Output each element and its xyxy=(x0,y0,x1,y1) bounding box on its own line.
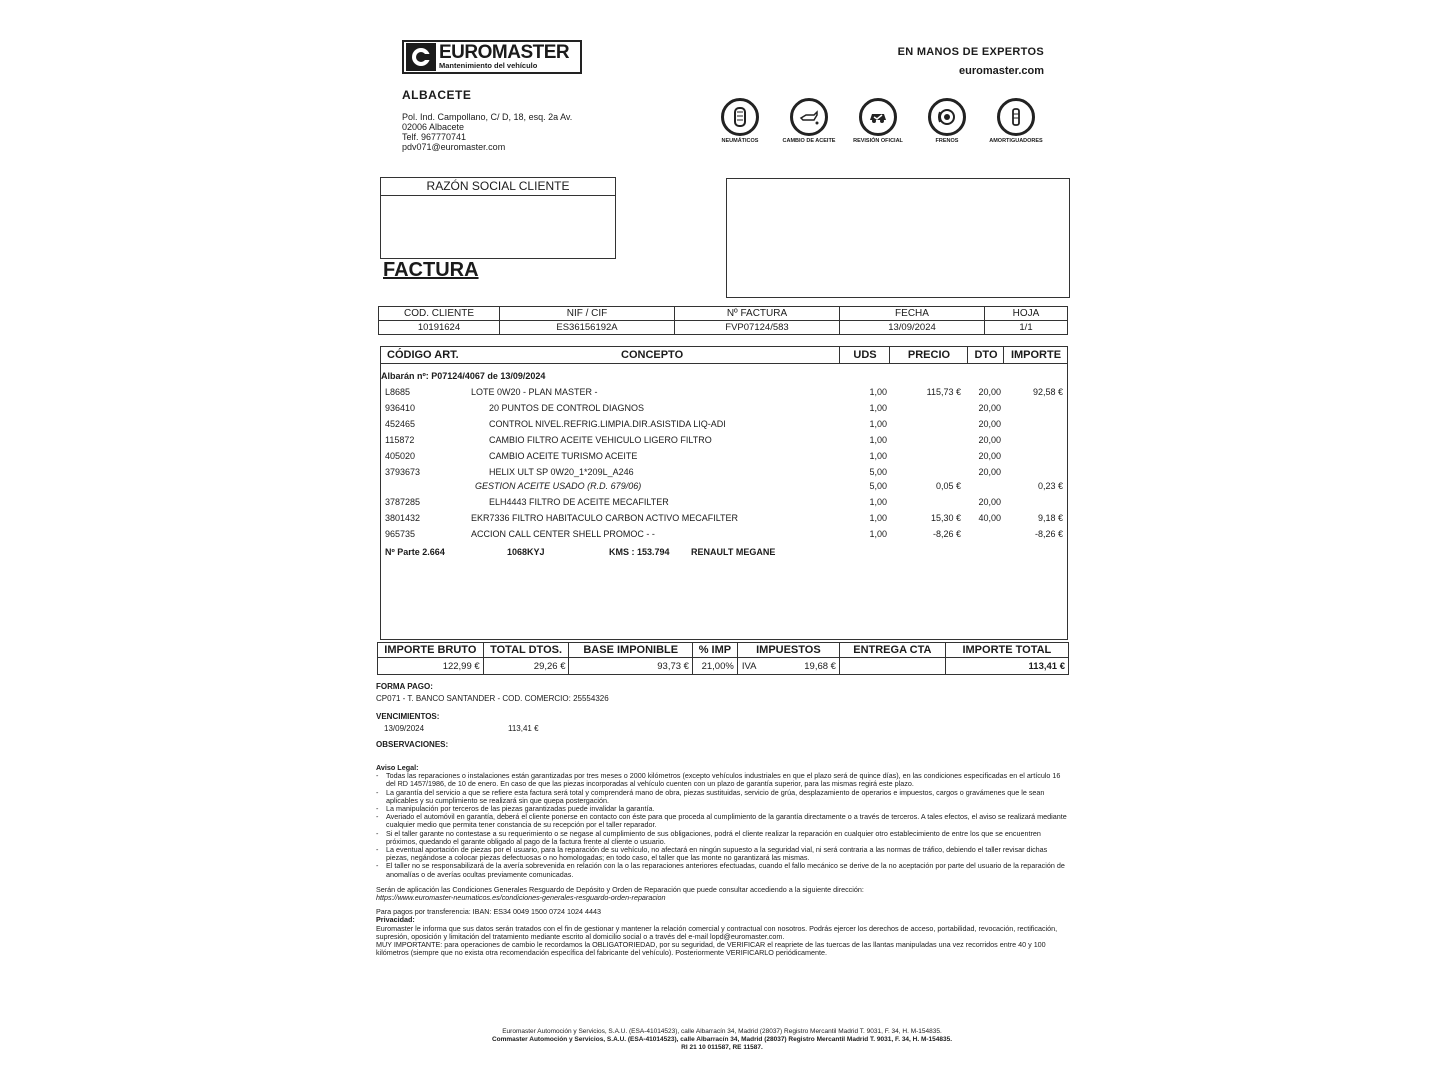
header-amount: IMPORTE xyxy=(1003,347,1068,363)
item-concept: 20 PUNTOS DE CONTROL DIAGNOS xyxy=(489,403,645,413)
item-code: 115872 xyxy=(385,435,415,445)
service-shock-absorbers xyxy=(984,98,1048,145)
meta-header: NIF / CIF xyxy=(500,307,675,321)
privacy-text: Euromaster le informa que sus datos serán tratados con el fin de gestionar y mantener la relación comercial y contractual con nosotros. Podrás ejercer los derechos de acceso, portabilidad, revocación, rectificación, supresión, oposición y limitación del tratamiento mediante escrito al domicilio social o a través del e-mail lopd@euromaster.com. xyxy=(376,923,1058,941)
item-amount: 0,23 € xyxy=(1037,481,1063,491)
item-amount: -8,26 € xyxy=(1034,529,1063,539)
invoice-page xyxy=(372,30,1072,1070)
tax-id: ES36156192A xyxy=(500,321,675,335)
item-dto: 20,00 xyxy=(978,419,1001,429)
tire-icon xyxy=(729,106,751,128)
item-amount: 9,18 € xyxy=(1037,513,1063,523)
brake-icon xyxy=(936,106,958,128)
iban-text: Para pagos por transferencia: IBAN: ES34 0049 1500 0724 1024 4443 xyxy=(376,907,601,917)
deposit-amount xyxy=(839,658,945,675)
footer-line: RI 21 10 011587, RE 11587. xyxy=(681,1044,763,1051)
delivery-address-box xyxy=(726,178,1070,298)
item-dto: 20,00 xyxy=(978,387,1001,397)
item-dto: 20,00 xyxy=(978,451,1001,461)
item-concept: HELIX ULT SP 0W20_1*209L_A246 xyxy=(489,467,634,477)
table-row xyxy=(381,479,1067,493)
branch-address xyxy=(402,112,572,152)
item-uds: 5,00 xyxy=(869,467,887,477)
vehicle-model: RENAULT MEGANE xyxy=(691,547,776,557)
header-concept: CONCEPTO xyxy=(621,349,684,361)
service-label: CAMBIO DE ACEITE xyxy=(782,138,836,144)
tax-percent: 21,00% xyxy=(692,658,737,675)
vehicle-plate: 1068KYJ xyxy=(507,547,545,557)
privacy-title: Privacidad: xyxy=(376,915,415,925)
legal-item: - Averiado el automóvil en garantía, deberá el cliente ponerse en contacto con éste para que proceda al cumplimiento de la garantía directamente o a través de terceros. A tales efectos, el aviso se realizará mediante cualquier medio que permita tener constancia de su recepción por el taller reparador. xyxy=(376,813,1068,829)
legal-item: - El taller no se responsabilizará de la avería sobrevenida en relación con la o las reparaciones anteriores efectuadas, cuando el fallo mecánico se derive de la no aceptación por parte del usuario de la reparación de anomalías o de averías ocultas previamente comunicadas. xyxy=(376,862,1068,878)
branch-city: ALBACETE xyxy=(402,88,472,102)
footer-line: Commaster Automoción y Servicios, S.A.U. (ESA-41014523), calle Albarracín 34, Madrid (28037) Registro Mercantil Madrid T. 9031, F. 34, H. M-154835. xyxy=(491,1036,953,1043)
service-label: NEUMÁTICOS xyxy=(721,138,759,144)
item-price: -8,26 € xyxy=(932,529,961,539)
table-row xyxy=(381,527,1067,541)
tax-cell xyxy=(737,658,839,675)
totals-header: ENTREGA CTA xyxy=(839,643,945,658)
table-row xyxy=(381,385,1067,399)
item-price: 15,30 € xyxy=(930,513,961,523)
legal-item: - La garantía del servicio a que se refiere esta factura será total y comprenderá mano de obra, piezas sustituidas, servicio de grúa, desplazamiento de operarios e impuestos, cargos o gravámenes que le sean aplicables y su cumplimiento se realizará sin que quepa postergación. xyxy=(376,789,1068,805)
legal-title: Aviso Legal: xyxy=(376,763,419,772)
client-code: 10191624 xyxy=(379,321,500,335)
item-code: L8685 xyxy=(385,387,411,397)
totals-header: IMPUESTOS xyxy=(737,643,839,658)
table-row xyxy=(381,465,1067,479)
service-brakes xyxy=(915,98,979,145)
euromaster-logo-icon xyxy=(406,43,436,71)
legal-item: - La eventual aportación de piezas por el usuario, para la reparación de su vehículo, no afectará en ningún supuesto a la seguridad vial, ni será contraria a las normas de tráfico, debiendo el taller revisar dichas piezas, negándose a colocar piezas defectuosas o no homologadas; en todo caso, el taller que las monte no garantizará las mismas. xyxy=(376,846,1068,862)
slogan: EN MANOS DE EXPERTOS xyxy=(897,46,1044,58)
item-concept: CAMBIO ACEITE TURISMO ACEITE xyxy=(489,451,638,461)
totals-header: BASE IMPONIBLE xyxy=(569,643,692,658)
item-uds: 1,00 xyxy=(869,529,887,539)
item-uds: 1,00 xyxy=(869,513,887,523)
item-concept: EKR7336 FILTRO HABITACULO CARBON ACTIVO MECAFILTER xyxy=(471,513,739,523)
vehicle-info xyxy=(381,545,1067,559)
item-code: 936410 xyxy=(385,403,416,413)
header-price: PRECIO xyxy=(889,347,968,363)
vehicle-kms: KMS : 153.794 xyxy=(609,547,670,557)
address-line: Pol. Ind. Campollano, C/ D, 18, esq. 2a Av. xyxy=(402,112,573,122)
tax-base: 93,73 € xyxy=(569,658,692,675)
item-dto: 40,00 xyxy=(978,513,1001,523)
item-uds: 1,00 xyxy=(869,387,887,397)
item-concept: CAMBIO FILTRO ACEITE VEHICULO LIGERO FILTRO xyxy=(489,435,712,445)
item-price: 0,05 € xyxy=(935,481,961,491)
due-label: VENCIMIENTOS: xyxy=(376,712,440,721)
table-row xyxy=(381,495,1067,509)
totals-header: IMPORTE BRUTO xyxy=(378,643,484,658)
services-strip xyxy=(708,98,1048,145)
table-row xyxy=(381,433,1067,447)
document-title: FACTURA xyxy=(383,259,479,281)
payment-method: CP071 - T. BANCO SANTANDER - COD. COMERCIO: 25554326 xyxy=(376,694,609,703)
conditions-text: Serán de aplicación las Condiciones Generales Resguardo de Depósito y Orden de Reparación que puede consultar accediendo a la siguiente dirección: xyxy=(376,884,864,894)
item-uds: 1,00 xyxy=(869,451,887,461)
brand-tagline: Mantenimiento del vehículo xyxy=(439,61,538,70)
item-uds: 1,00 xyxy=(869,419,887,429)
item-dto: 20,00 xyxy=(978,403,1001,413)
service-label: FRENOS xyxy=(935,138,959,144)
company-footer xyxy=(372,1028,1072,1052)
item-concept: CONTROL NIVEL.REFRIG.LIMPIA.DIR.ASISTIDA LIQ-ADI xyxy=(489,419,726,429)
footer-line: Euromaster Automoción y Servicios, S.A.U. (ESA-41014523), calle Albarracín 34, Madrid (28037) Registro Mercantil Madrid T. 9031, F. 34, H. M-154835. xyxy=(502,1028,942,1035)
item-concept: ELH4443 FILTRO DE ACEITE MECAFILTER xyxy=(489,497,669,507)
item-uds: 5,00 xyxy=(869,481,887,491)
legal-notice xyxy=(376,764,1068,957)
table-row xyxy=(381,449,1067,463)
legal-item: - Si el taller garante no contestase a su requerimiento o se negase al cumplimiento de sus obligaciones, podrá el cliente realizar la reparación en cualquier otro establecimiento de entre los que se encuentren próximos, quedando el garante obligado al pago de la factura frente al cliente o usuario. xyxy=(376,830,1068,846)
item-code: 3793673 xyxy=(385,467,421,477)
tax-type: IVA xyxy=(741,660,757,672)
totals-header: TOTAL DTOS. xyxy=(483,643,569,658)
observations-label: OBSERVACIONES: xyxy=(376,740,449,749)
item-dto: 20,00 xyxy=(978,435,1001,445)
meta-header: HOJA xyxy=(985,307,1068,321)
service-tires xyxy=(708,98,772,145)
invoice-meta-table xyxy=(378,306,1068,335)
gross-amount: 122,99 € xyxy=(378,658,484,675)
item-dto: 20,00 xyxy=(978,467,1001,477)
brand-name: EUROMASTER xyxy=(439,42,570,63)
item-code: 3787285 xyxy=(385,497,421,507)
car-inspection-icon xyxy=(867,106,889,128)
shock-absorber-icon xyxy=(1005,106,1027,128)
service-oil-change xyxy=(777,98,841,145)
item-uds: 1,00 xyxy=(869,403,887,413)
website-link[interactable]: euromaster.com xyxy=(959,65,1044,77)
item-concept: GESTION ACEITE USADO (R.D. 679/06) xyxy=(475,481,642,491)
service-official-revision xyxy=(846,98,910,145)
sheet-number: 1/1 xyxy=(985,321,1068,335)
due-amount: 113,41 € xyxy=(508,724,539,733)
item-dto: 20,00 xyxy=(978,497,1001,507)
euromaster-logo xyxy=(402,40,582,74)
oil-can-icon xyxy=(798,106,820,128)
invoice-lines xyxy=(380,346,1068,640)
lines-header xyxy=(381,347,1067,364)
item-code: 965735 xyxy=(385,529,416,539)
totals-table xyxy=(377,642,1069,675)
address-line: pdv071@euromaster.com xyxy=(402,142,506,152)
item-uds: 1,00 xyxy=(869,497,887,507)
service-label: REVISIÓN OFICIAL xyxy=(853,138,903,144)
work-order-number: Nº Parte 2.664 xyxy=(385,547,445,557)
due-date: 13/09/2024 xyxy=(384,724,425,733)
total-amount: 113,41 € xyxy=(945,658,1068,675)
meta-header: Nº FACTURA xyxy=(675,307,840,321)
invoice-date: 13/09/2024 xyxy=(840,321,985,335)
item-price: 115,73 € xyxy=(926,387,961,397)
invoice-number: FVP07124/583 xyxy=(675,321,840,335)
totals-header: % IMP xyxy=(692,643,737,658)
important-text: MUY IMPORTANTE: para operaciones de cambio le recordamos la OBLIGATORIEDAD, por su seguridad, de VERIFICAR el reapriete de las tuercas de las llantas manipuladas una vez recorridos entre 40 y 100 kilómetros (siempre que no exista otra recomendación específica del fabricante del vehículo). Posteriormente VERIFICARLO periódicamente. xyxy=(376,940,1046,958)
address-line: 02006 Albacete xyxy=(402,122,465,132)
payment-label: FORMA PAGO: xyxy=(376,682,433,691)
item-concept: LOTE 0W20 - PLAN MASTER - xyxy=(471,387,598,397)
service-label: AMORTIGUADORES xyxy=(989,138,1043,144)
table-row xyxy=(381,417,1067,431)
header-dto: DTO xyxy=(967,347,1004,363)
item-uds: 1,00 xyxy=(869,435,887,445)
total-discounts: 29,26 € xyxy=(483,658,569,675)
header-uds: UDS xyxy=(839,347,890,363)
table-row xyxy=(381,401,1067,415)
item-amount: 92,58 € xyxy=(1032,387,1063,397)
totals-header: IMPORTE TOTAL xyxy=(945,643,1068,658)
conditions-link[interactable]: https://www.euromaster-neumaticos.es/condiciones-generales-resguardo-orden-reparacion xyxy=(376,893,666,903)
item-concept: ACCION CALL CENTER SHELL PROMOC - - xyxy=(471,529,655,539)
legal-item: - Todas las reparaciones o instalaciones están garantizadas por tres meses o 2000 kilómetros (excepto vehículos industriales en que el plazo será de quince días), en las condiciones especificadas en el artículo 16 del RD 1457/1986, de 10 de enero. En caso de que las piezas incorporadas al vehículo cuenten con un plazo de garantía superior, para las mismas regirá este plazo. xyxy=(376,772,1068,788)
address-line: Telf. 967770741 xyxy=(402,132,467,142)
table-row xyxy=(381,511,1067,525)
client-box xyxy=(380,177,616,259)
albaran-line: Albarán nº: P07124/4067 de 13/09/2024 xyxy=(381,371,546,381)
tax-amount: 19,68 € xyxy=(804,660,836,672)
meta-header: COD. CLIENTE xyxy=(379,307,500,321)
item-code: 405020 xyxy=(385,451,416,461)
item-code: 3801432 xyxy=(385,513,421,523)
header-code: CÓDIGO ART. xyxy=(387,349,459,361)
item-code: 452465 xyxy=(385,419,416,429)
client-title: RAZÓN SOCIAL CLIENTE xyxy=(381,178,615,196)
legal-item: - La manipulación por terceros de las piezas garantizadas puede invalidar la garantía. xyxy=(376,805,1068,813)
meta-header: FECHA xyxy=(840,307,985,321)
